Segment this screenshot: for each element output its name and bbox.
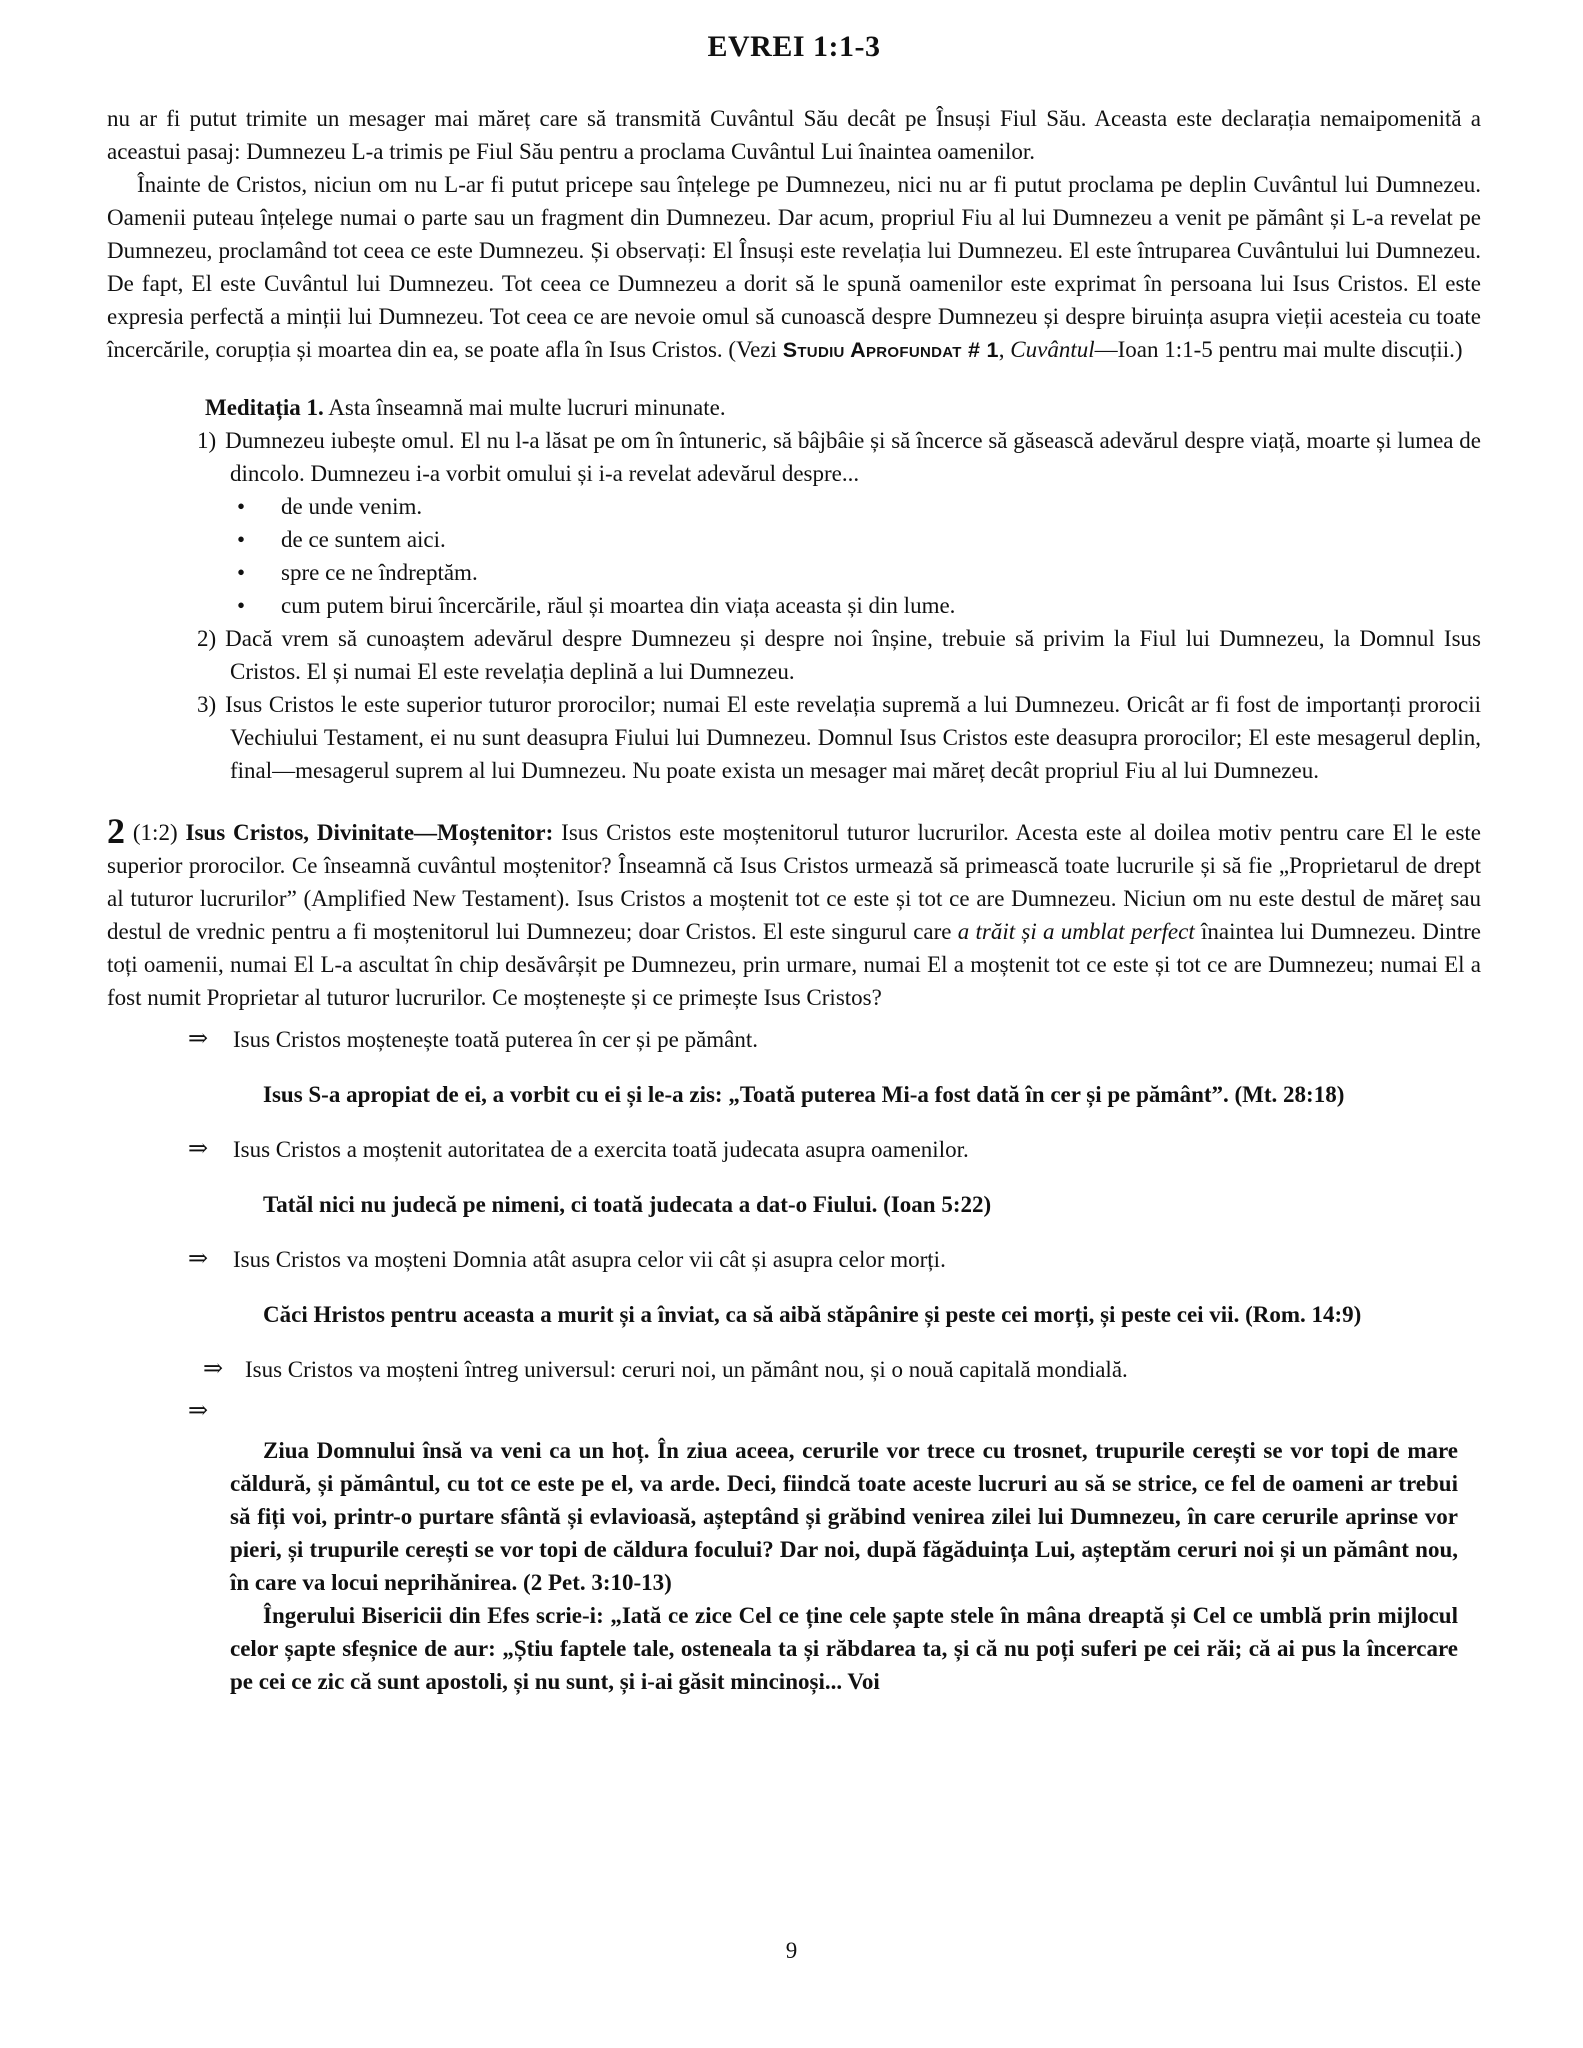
bullet-icon: • [237,593,246,618]
arrow-point-1 [188,1023,1481,1056]
scripture-quote-2-pet-3-10-13: Ziua Domnului însă va veni ca un hoț. În ziua aceea, cerurile vor trece cu trosnet, trupurile cerești se vor topi de mare căldură, și pământul, cu tot ce este pe el, va arde. Deci, fiindcă toate aceste lucruri au să se strice, ce fel de oameni ar trebui să fiți voi, printr-o purtare sfântă și evlavioasă, așteptând și grăbind venirea zilei lui Dumnezeu, în care cerurile aprinse vor pieri, și trupurile cerești se vor topi de căldura focului? Dar noi, după făgăduința Lui, așteptăm ceruri noi și un pământ nou, în care va locui neprihănirea. (2 Pet. 3:10-13) [230,1438,1458,1595]
arrow-point-5 [188,1395,1481,1428]
double-arrow-icon: ⇒ [203,1356,224,1382]
bullet-list [237,490,1481,622]
meditation-heading-row [197,391,1481,424]
bullet-item [237,556,1481,589]
arrow-point-4 [203,1353,1481,1386]
arrow-point-text: Isus Cristos va moșteni Domnia atât asupra celor vii cât și asupra celor morți. [233,1247,946,1272]
arrow-point-text [233,1395,1481,1428]
paragraph-text: nu ar fi putut trimite un mesager mai măreț care să transmită Cuvântul Său decât pe Însuși Fiul Său. Aceasta este declarația nemaipomenită a aceastui pasaj: Dumnezeu L-a trimis pe Fiul Său pentru a proclama Cuvântul Lui înaintea oamenilor. [107,106,1481,164]
double-arrow-icon: ⇒ [188,1136,209,1162]
list-item-marker: 2) [197,626,217,651]
page-title: EVREI 1:1-3 [707,30,881,63]
paragraph-text: Înainte de Cristos, niciun om nu L-ar fi putut pricepe sau înțelege pe Dumnezeu, nici nu ar fi putut proclama pe deplin Cuvântul lui Dumnezeu. Oamenii puteau înțelege numai o parte sau un fragment din Dumnezeu. Dar acum, propriul Fiu al lui Dumnezeu a venit pe pământ și L-a revelat pe Dumnezeu, proclamând tot ceea ce este Dumnezeu. Și observați: El Însuși este revelația lui Dumnezeu. El este întruparea Cuvântului lui Dumnezeu. De fapt, El este Cuvântul lui Dumnezeu. Tot ceea ce Dumnezeu a dorit să le spună oamenilor este exprimat în persoana lui Isus Cristos. El este expresia perfectă a minții lui Dumnezeu. Tot ceea ce are nevoie omul să cunoască despre Dumnezeu și despre biruința asupra vieții acesteia cu toate încercările, corupția și moartea din ea, se poate afla în Isus Cristos. (Vezi [107,172,1481,362]
arrow-point-3 [188,1243,1481,1276]
list-item-marker: 3) [197,692,217,717]
meditation-heading: Meditația 1. [205,395,324,420]
italic-term: Cuvântul [1010,337,1095,362]
intro-paragraph-1 [107,102,1481,168]
paragraph-text: înaintea lui Dumnezeu. Dintre toți oamenii, numai El L-a ascultat în chip desăvârșit pe Dumnezeu, prin urmare, numai El a moștenit tot ce este și tot ce are Dumnezeu; numai El a fost numit Proprietar al tuturor lucrurilor. Ce moștenește și ce primește Isus Cristos? [107,919,1481,1010]
list-item-1 [197,424,1481,490]
scripture-quote-mt-28-18: Isus S-a apropiat de ei, a vorbit cu ei și le-a zis: „Toată puterea Mi-a fost dată în cer și pe pământ”. (Mt. 28:18) [263,1082,1345,1107]
arrow-point-text: Isus Cristos a moștenit autoritatea de a exercita toată judecata asupra oamenilor. [233,1137,969,1162]
paragraph-text: Isus Cristos este moștenitorul tuturor lucrurilor. Acesta este al doilea motiv pentru care El le este superior prorocilor. Ce înseamnă cuvântul moștenitor? Înseamnă că Isus Cristos urmează să primească toate lucrurile și să fie „Proprietarul de drept al tuturor lucrurilor” (Amplified New Testament). Isus Cristos a moștenit tot ce este și tot ce are Dumnezeu. Niciun om nu este destul de măreț sau destul de vrednic pentru a fi moștenitorul lui Dumnezeu; doar Cristos. El este singurul care [107,820,1482,944]
bullet-text: spre ce ne îndreptăm. [281,560,478,585]
list-item-text: Dacă vrem să cunoaștem adevărul despre Dumnezeu și despre noi înșine, trebuie să privim la Fiul lui Dumnezeu, la Domnul Isus Cristos. El și numai El este revelația deplină a lui Dumnezeu. [225,626,1481,684]
bullet-icon: • [237,560,246,585]
bullet-text: cum putem birui încercările, răul și moartea din viața aceasta și din lume. [281,593,956,618]
list-item-marker: 1) [197,428,217,453]
scripture-quote-apoc-2: Îngerului Bisericii din Efes scrie-i: „Iată ce zice Cel ce ține cele șapte stele în mâna dreaptă și Cel ce umblă prin mijlocul celor șapte sfeșnice de aur: „Știu faptele tale, osteneala ta și răbdarea ta, și că nu poți suferi pe cei răi; că ai pus la încercare pe cei ce zic că sunt apostoli, și nu sunt, și i-ai găsit mincinoși... Voi [230,1603,1458,1694]
scripture-quote-rom-14-9: Căci Hristos pentru aceasta a murit și a înviat, ca să aibă stăpânire și peste cei morți, și peste cei vii. (Rom. 14:9) [263,1302,1362,1327]
arrow-point-text: Isus Cristos moștenește toată puterea în cer și pe pământ. [233,1027,759,1052]
bullet-item [237,589,1481,622]
list-item-2 [197,622,1481,688]
italic-phrase: a trăit și a umblat perfect [957,919,1195,944]
bullet-item [237,523,1481,556]
scripture-quote-block [230,1434,1458,1698]
text-column [107,30,1481,1698]
meditation-heading-text: Asta înseamnă mai multe lucruri minunate. [323,395,726,420]
double-arrow-icon: ⇒ [188,1026,209,1052]
bullet-icon: • [237,494,246,519]
arrow-point-2 [188,1133,1481,1166]
scripture-quote-ioan-5-22: Tatăl nici nu judecă pe nimeni, ci toată judecata a dat-o Fiului. (Ioan 5:22) [263,1192,992,1217]
verse-reference: (1:2) [132,820,178,845]
cross-reference-smallcaps: Studiu Aprofundat # 1 [782,338,999,362]
point-lead-in: Isus Cristos, Divinitate—Moștenitor: [185,820,554,845]
arrow-point-text: Isus Cristos va moșteni întreg universul: ceruri noi, un pământ nou, și o nouă capitală mondială. [245,1357,1128,1382]
page-number: 9 [785,1938,798,1963]
point-number: 2 [107,811,125,851]
point-2-paragraph [107,813,1481,1014]
bullet-text: de unde venim. [281,494,423,519]
double-arrow-icon: ⇒ [188,1246,209,1272]
paragraph-text: —Ioan 1:1-5 pentru mai multe discuții.) [1094,337,1463,362]
list-item-3 [197,688,1481,787]
list-item-text: Isus Cristos le este superior tuturor prorocilor; numai El este revelația supremă a lui Dumnezeu. Oricât ar fi fost de importanți prorocii Vechiului Testament, ei nu sunt deasupra Fiului lui Dumnezeu. Domnul Isus Cristos este deasupra prorocilor; El este mesagerul deplin, final—mesagerul suprem al lui Dumnezeu. Nu poate exista un mesager mai măreț decât propriul Fiu al lui Dumnezeu. [225,692,1481,783]
intro-paragraph-2 [107,168,1481,367]
paragraph-text: , [998,337,1011,362]
meditation-block [197,391,1481,787]
double-arrow-icon: ⇒ [188,1398,209,1424]
bullet-text: de ce suntem aici. [281,527,446,552]
bullet-icon: • [237,527,246,552]
bullet-item [237,490,1481,523]
list-item-text: Dumnezeu iubește omul. El nu l-a lăsat pe om în întuneric, să bâjbâie și să încerce să găsească adevărul despre viață, moarte și lumea de dincolo. Dumnezeu i-a vorbit omului și i-a revelat adevărul despre... [225,428,1481,486]
